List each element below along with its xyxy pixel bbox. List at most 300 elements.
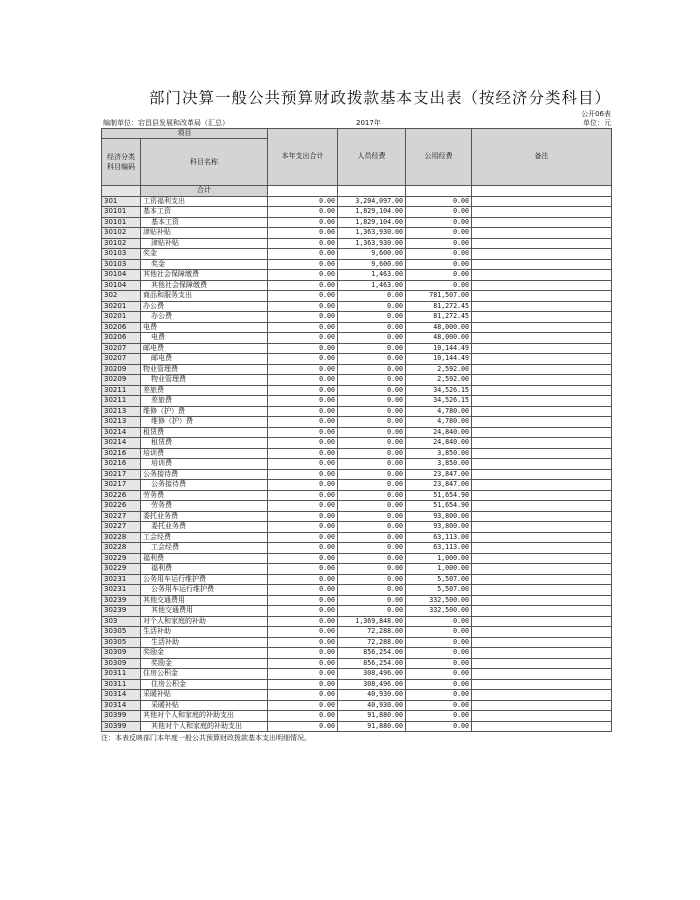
public-value-cell: 51,654.90: [406, 501, 472, 512]
personnel-value-cell: 308,496.00: [338, 669, 406, 680]
remark-cell: [472, 417, 612, 428]
total-value-cell: 0.00: [268, 658, 338, 669]
public-value-cell: 0.00: [406, 669, 472, 680]
name-cell: 维修（护）费: [141, 417, 268, 428]
name-cell: 邮电费: [141, 343, 268, 354]
remark-cell: [472, 658, 612, 669]
table-row: [102, 480, 612, 491]
table-row: [102, 364, 612, 375]
public-value-cell: 0.00: [406, 616, 472, 627]
total-value-cell: 0.00: [268, 249, 338, 260]
public-value-cell: 0.00: [406, 658, 472, 669]
total-value-cell: 0.00: [268, 280, 338, 291]
personnel-value-cell: 1,463.00: [338, 270, 406, 281]
total-value-cell: 0.00: [268, 469, 338, 480]
name-cell: 津贴补贴: [141, 238, 268, 249]
table-row: [102, 333, 612, 344]
name-cell: 租赁费: [141, 427, 268, 438]
code-cell: 30103: [102, 259, 141, 270]
table-row: [102, 249, 612, 260]
remark-cell: [472, 606, 612, 617]
table-row: [102, 354, 612, 365]
personnel-value-cell: 0.00: [338, 480, 406, 491]
name-cell: 工资福利支出: [141, 196, 268, 207]
public-value-cell: 5,507.00: [406, 574, 472, 585]
name-cell: 差旅费: [141, 396, 268, 407]
remark-cell: [472, 238, 612, 249]
total-value-cell: 0.00: [268, 207, 338, 218]
name-cell: 商品和服务支出: [141, 291, 268, 302]
remark-cell: [472, 616, 612, 627]
personnel-value-cell: 0.00: [338, 490, 406, 501]
table-row: [102, 658, 612, 669]
name-cell: 公务接待费: [141, 480, 268, 491]
code-cell: 30314: [102, 700, 141, 711]
public-value-cell: 0.00: [406, 700, 472, 711]
report-meta: [101, 119, 611, 128]
personnel-value-cell: 40,930.00: [338, 690, 406, 701]
table-row: [102, 270, 612, 281]
table-row: [102, 648, 612, 659]
remark-cell: [472, 291, 612, 302]
total-value-cell: 0.00: [268, 679, 338, 690]
total-value-cell: 0.00: [268, 564, 338, 575]
table-row: [102, 448, 612, 459]
name-cell: 电费: [141, 333, 268, 344]
public-value-cell: 23,847.00: [406, 469, 472, 480]
name-cell: 劳务费: [141, 501, 268, 512]
total-value-cell: 0.00: [268, 490, 338, 501]
table-row: [102, 627, 612, 638]
name-cell: 办公费: [141, 312, 268, 323]
public-value-cell: 0.00: [406, 637, 472, 648]
table-row: [102, 606, 612, 617]
total-code-cell: [102, 186, 141, 197]
personnel-value-cell: 1,829,104.00: [338, 207, 406, 218]
total-value-cell: 0.00: [268, 606, 338, 617]
remark-cell: [472, 312, 612, 323]
personnel-value-cell: 0.00: [338, 595, 406, 606]
public-value-cell: 63,113.00: [406, 543, 472, 554]
name-cell: 奖金: [141, 259, 268, 270]
public-value-cell: 81,272.45: [406, 301, 472, 312]
total-value-cell: 0.00: [268, 291, 338, 302]
name-cell: 劳务费: [141, 490, 268, 501]
personnel-value-cell: 0.00: [338, 417, 406, 428]
remark-cell: [472, 217, 612, 228]
public-value-cell: 34,526.15: [406, 396, 472, 407]
code-cell: 30102: [102, 238, 141, 249]
public-value-cell: 4,780.00: [406, 406, 472, 417]
code-cell: 30217: [102, 469, 141, 480]
table-row: [102, 532, 612, 543]
personnel-value-cell: 72,288.00: [338, 627, 406, 638]
public-value-cell: 0.00: [406, 207, 472, 218]
code-cell: 30213: [102, 406, 141, 417]
personnel-value-cell: 0.00: [338, 375, 406, 386]
personnel-value-cell: 0.00: [338, 522, 406, 533]
total-value-cell: 0.00: [268, 648, 338, 659]
table-row: [102, 669, 612, 680]
remark-cell: [472, 490, 612, 501]
personnel-value-cell: 0.00: [338, 312, 406, 323]
code-cell: 30201: [102, 312, 141, 323]
table-row: [102, 637, 612, 648]
code-cell: 30309: [102, 658, 141, 669]
name-cell: 邮电费: [141, 354, 268, 365]
table-row: [102, 228, 612, 239]
table-row: [102, 459, 612, 470]
personnel-value-cell: 308,496.00: [338, 679, 406, 690]
code-cell: 30101: [102, 217, 141, 228]
code-cell: 30206: [102, 322, 141, 333]
code-cell: 30228: [102, 543, 141, 554]
personnel-value-cell: 0.00: [338, 564, 406, 575]
public-value-cell: 0.00: [406, 228, 472, 239]
code-cell: 30211: [102, 385, 141, 396]
report-year: 2017年: [356, 119, 381, 127]
name-cell: 工会经费: [141, 543, 268, 554]
name-cell: 物业管理费: [141, 375, 268, 386]
public-value-cell: 0.00: [406, 627, 472, 638]
personnel-value-cell: 0.00: [338, 543, 406, 554]
total-row: [102, 186, 612, 197]
remark-cell: [472, 669, 612, 680]
table-row: [102, 522, 612, 533]
total-value-cell: 0.00: [268, 259, 338, 270]
personnel-value-cell: 0.00: [338, 406, 406, 417]
personnel-value-cell: 0.00: [338, 553, 406, 564]
name-cell: 电费: [141, 322, 268, 333]
public-value-cell: 10,144.49: [406, 343, 472, 354]
table-row: [102, 543, 612, 554]
table-row: [102, 501, 612, 512]
total-value-cell: 0.00: [268, 217, 338, 228]
table-row: [102, 616, 612, 627]
remark-cell: [472, 690, 612, 701]
table-row: [102, 217, 612, 228]
table-row: [102, 385, 612, 396]
table-row: [102, 207, 612, 218]
table-row: [102, 490, 612, 501]
name-cell: 采暖补贴: [141, 700, 268, 711]
code-cell: 302: [102, 291, 141, 302]
table-row: [102, 417, 612, 428]
remark-header: 备注: [472, 129, 612, 186]
personnel-value-cell: 0.00: [338, 333, 406, 344]
remark-cell: [472, 375, 612, 386]
name-cell: 其他对个人和家庭的补助支出: [141, 711, 268, 722]
table-row: [102, 511, 612, 522]
footnote: 注：本表反映部门本年度一般公共预算财政拨款基本支出明细情况。: [101, 734, 311, 742]
table-row: [102, 595, 612, 606]
table-row: [102, 396, 612, 407]
public-value-cell: 332,500.00: [406, 606, 472, 617]
code-cell: 30226: [102, 501, 141, 512]
total-value-cell: 0.00: [268, 385, 338, 396]
name-cell: 维修（护）费: [141, 406, 268, 417]
name-cell: 其他社会保障缴费: [141, 280, 268, 291]
personnel-value-cell: 1,363,930.00: [338, 228, 406, 239]
remark-cell: [472, 364, 612, 375]
personnel-value-cell: 1,463.00: [338, 280, 406, 291]
public-header: 公用经费: [406, 129, 472, 186]
name-cell: 其他对个人和家庭的补助支出: [141, 721, 268, 732]
project-header: 项目: [102, 129, 268, 139]
code-cell: 30211: [102, 396, 141, 407]
total-value-cell: 0.00: [268, 522, 338, 533]
code-cell: 30207: [102, 343, 141, 354]
total-value-cell: 0.00: [268, 406, 338, 417]
code-cell: 30104: [102, 280, 141, 291]
personnel-value-cell: 0.00: [338, 291, 406, 302]
remark-cell: [472, 469, 612, 480]
total-personnel-cell: [338, 186, 406, 197]
code-cell: 30217: [102, 480, 141, 491]
remark-cell: [472, 280, 612, 291]
table-row: [102, 312, 612, 323]
remark-cell: [472, 637, 612, 648]
public-value-cell: 24,840.00: [406, 427, 472, 438]
name-cell: 委托业务费: [141, 522, 268, 533]
remark-cell: [472, 448, 612, 459]
total-value-cell: 0.00: [268, 627, 338, 638]
public-value-cell: 10,144.49: [406, 354, 472, 365]
remark-cell: [472, 270, 612, 281]
name-cell: 生活补助: [141, 627, 268, 638]
remark-cell: [472, 301, 612, 312]
code-cell: 30213: [102, 417, 141, 428]
public-value-cell: 0.00: [406, 690, 472, 701]
table-row: [102, 574, 612, 585]
report-title: 部门决算一般公共预算财政拨款基本支出表（按经济分类科目）: [148, 89, 611, 107]
remark-cell: [472, 396, 612, 407]
public-value-cell: 0.00: [406, 721, 472, 732]
total-value-cell: 0.00: [268, 438, 338, 449]
personnel-value-cell: 9,600.00: [338, 259, 406, 270]
table-row: [102, 427, 612, 438]
total-value-cell: 0.00: [268, 375, 338, 386]
remark-cell: [472, 406, 612, 417]
code-cell: 30399: [102, 711, 141, 722]
total-value-cell: 0.00: [268, 669, 338, 680]
remark-cell: [472, 207, 612, 218]
public-value-cell: 1,000.00: [406, 564, 472, 575]
name-cell: 住房公积金: [141, 679, 268, 690]
name-cell: 其他社会保障缴费: [141, 270, 268, 281]
personnel-value-cell: 0.00: [338, 606, 406, 617]
public-value-cell: 781,507.00: [406, 291, 472, 302]
public-value-cell: 2,592.00: [406, 375, 472, 386]
total-value-cell: 0.00: [268, 574, 338, 585]
name-header: 科目名称: [141, 139, 268, 186]
personnel-value-cell: 0.00: [338, 301, 406, 312]
public-value-cell: 5,507.00: [406, 585, 472, 596]
code-cell: 301: [102, 196, 141, 207]
table-row: [102, 196, 612, 207]
total-value-cell: 0.00: [268, 196, 338, 207]
code-cell: 30399: [102, 721, 141, 732]
total-value-cell: 0.00: [268, 616, 338, 627]
personnel-value-cell: 1,829,104.00: [338, 217, 406, 228]
total-value-cell: 0.00: [268, 459, 338, 470]
code-cell: 30305: [102, 627, 141, 638]
code-cell: 30209: [102, 364, 141, 375]
code-cell: 30226: [102, 490, 141, 501]
code-cell: 30101: [102, 207, 141, 218]
total-value-cell: 0.00: [268, 322, 338, 333]
total-value-cell: 0.00: [268, 228, 338, 239]
code-cell: 30214: [102, 427, 141, 438]
code-cell: 30228: [102, 532, 141, 543]
personnel-value-cell: 0.00: [338, 469, 406, 480]
public-value-cell: 63,113.00: [406, 532, 472, 543]
expenditure-table: [101, 128, 612, 732]
remark-cell: [472, 322, 612, 333]
total-value-cell: 0.00: [268, 448, 338, 459]
public-value-cell: 1,000.00: [406, 553, 472, 564]
table-row: [102, 690, 612, 701]
remark-cell: [472, 333, 612, 344]
public-value-cell: 81,272.45: [406, 312, 472, 323]
name-cell: 福利费: [141, 564, 268, 575]
code-cell: 303: [102, 616, 141, 627]
code-cell: 30305: [102, 637, 141, 648]
money-unit: 单位：元: [583, 119, 611, 127]
public-value-cell: 0.00: [406, 679, 472, 690]
public-value-cell: 0.00: [406, 217, 472, 228]
name-cell: 住房公积金: [141, 669, 268, 680]
table-row: [102, 585, 612, 596]
remark-cell: [472, 585, 612, 596]
public-value-cell: 2,592.00: [406, 364, 472, 375]
remark-cell: [472, 511, 612, 522]
code-cell: 30216: [102, 459, 141, 470]
code-cell: 30229: [102, 553, 141, 564]
code-cell: 30239: [102, 595, 141, 606]
code-cell: 30311: [102, 679, 141, 690]
name-cell: 培训费: [141, 448, 268, 459]
public-value-cell: 0.00: [406, 259, 472, 270]
table-row: [102, 679, 612, 690]
total-value-cell: 0.00: [268, 711, 338, 722]
code-cell: 30231: [102, 585, 141, 596]
name-cell: 基本工资: [141, 217, 268, 228]
remark-cell: [472, 522, 612, 533]
public-value-cell: 0.00: [406, 280, 472, 291]
code-cell: 30231: [102, 574, 141, 585]
remark-cell: [472, 228, 612, 239]
remark-cell: [472, 438, 612, 449]
code-cell: 30201: [102, 301, 141, 312]
table-row: [102, 259, 612, 270]
total-cell: [268, 186, 338, 197]
personnel-value-cell: 72,288.00: [338, 637, 406, 648]
public-value-cell: 34,526.15: [406, 385, 472, 396]
table-row: [102, 721, 612, 732]
code-cell: 30206: [102, 333, 141, 344]
remark-cell: [472, 354, 612, 365]
public-value-cell: 332,500.00: [406, 595, 472, 606]
table-row: [102, 469, 612, 480]
public-value-cell: 0.00: [406, 238, 472, 249]
public-value-cell: 0.00: [406, 648, 472, 659]
code-cell: 30102: [102, 228, 141, 239]
total-value-cell: 0.00: [268, 585, 338, 596]
code-cell: 30227: [102, 522, 141, 533]
name-cell: 基本工资: [141, 207, 268, 218]
personnel-value-cell: 0.00: [338, 343, 406, 354]
name-cell: 物业管理费: [141, 364, 268, 375]
public-value-cell: 48,000.00: [406, 322, 472, 333]
total-value-cell: 0.00: [268, 396, 338, 407]
total-value-cell: 0.00: [268, 480, 338, 491]
personnel-value-cell: 0.00: [338, 585, 406, 596]
form-number: 公开06表: [581, 110, 611, 118]
remark-cell: [472, 480, 612, 491]
code-cell: 30216: [102, 448, 141, 459]
total-value-cell: 0.00: [268, 700, 338, 711]
name-cell: 奖励金: [141, 658, 268, 669]
remark-cell: [472, 343, 612, 354]
personnel-value-cell: 0.00: [338, 438, 406, 449]
total-value-cell: 0.00: [268, 511, 338, 522]
remark-cell: [472, 427, 612, 438]
code-cell: 30314: [102, 690, 141, 701]
total-value-cell: 0.00: [268, 501, 338, 512]
table-row: [102, 343, 612, 354]
personnel-value-cell: 0.00: [338, 501, 406, 512]
personnel-value-cell: 856,254.00: [338, 648, 406, 659]
personnel-value-cell: 0.00: [338, 364, 406, 375]
name-cell: 租赁费: [141, 438, 268, 449]
total-value-cell: 0.00: [268, 721, 338, 732]
personnel-value-cell: 0.00: [338, 354, 406, 365]
personnel-value-cell: 0.00: [338, 396, 406, 407]
personnel-value-cell: 0.00: [338, 459, 406, 470]
table-row: [102, 238, 612, 249]
table-row: [102, 711, 612, 722]
personnel-value-cell: 9,600.00: [338, 249, 406, 260]
remark-cell: [472, 553, 612, 564]
public-value-cell: 0.00: [406, 270, 472, 281]
remark-cell: [472, 721, 612, 732]
reporting-unit: 编制单位：宕昌县发展和改革局（汇总）: [103, 119, 229, 127]
table-row: [102, 438, 612, 449]
remark-cell: [472, 543, 612, 554]
name-cell: 委托业务费: [141, 511, 268, 522]
personnel-value-cell: 91,880.00: [338, 711, 406, 722]
table-row: [102, 700, 612, 711]
total-value-cell: 0.00: [268, 343, 338, 354]
code-cell: 30209: [102, 375, 141, 386]
personnel-value-cell: 0.00: [338, 448, 406, 459]
public-value-cell: 93,800.00: [406, 522, 472, 533]
remark-cell: [472, 627, 612, 638]
personnel-value-cell: 0.00: [338, 532, 406, 543]
name-cell: 生活补助: [141, 637, 268, 648]
total-value-cell: 0.00: [268, 543, 338, 554]
public-value-cell: 93,800.00: [406, 511, 472, 522]
code-cell: 30227: [102, 511, 141, 522]
code-header: 经济分类 科目编码: [102, 139, 141, 186]
name-cell: 公务接待费: [141, 469, 268, 480]
public-value-cell: 3,850.00: [406, 448, 472, 459]
public-value-cell: 3,850.00: [406, 459, 472, 470]
total-value-cell: 0.00: [268, 553, 338, 564]
name-cell: 工会经费: [141, 532, 268, 543]
code-cell: 30103: [102, 249, 141, 260]
